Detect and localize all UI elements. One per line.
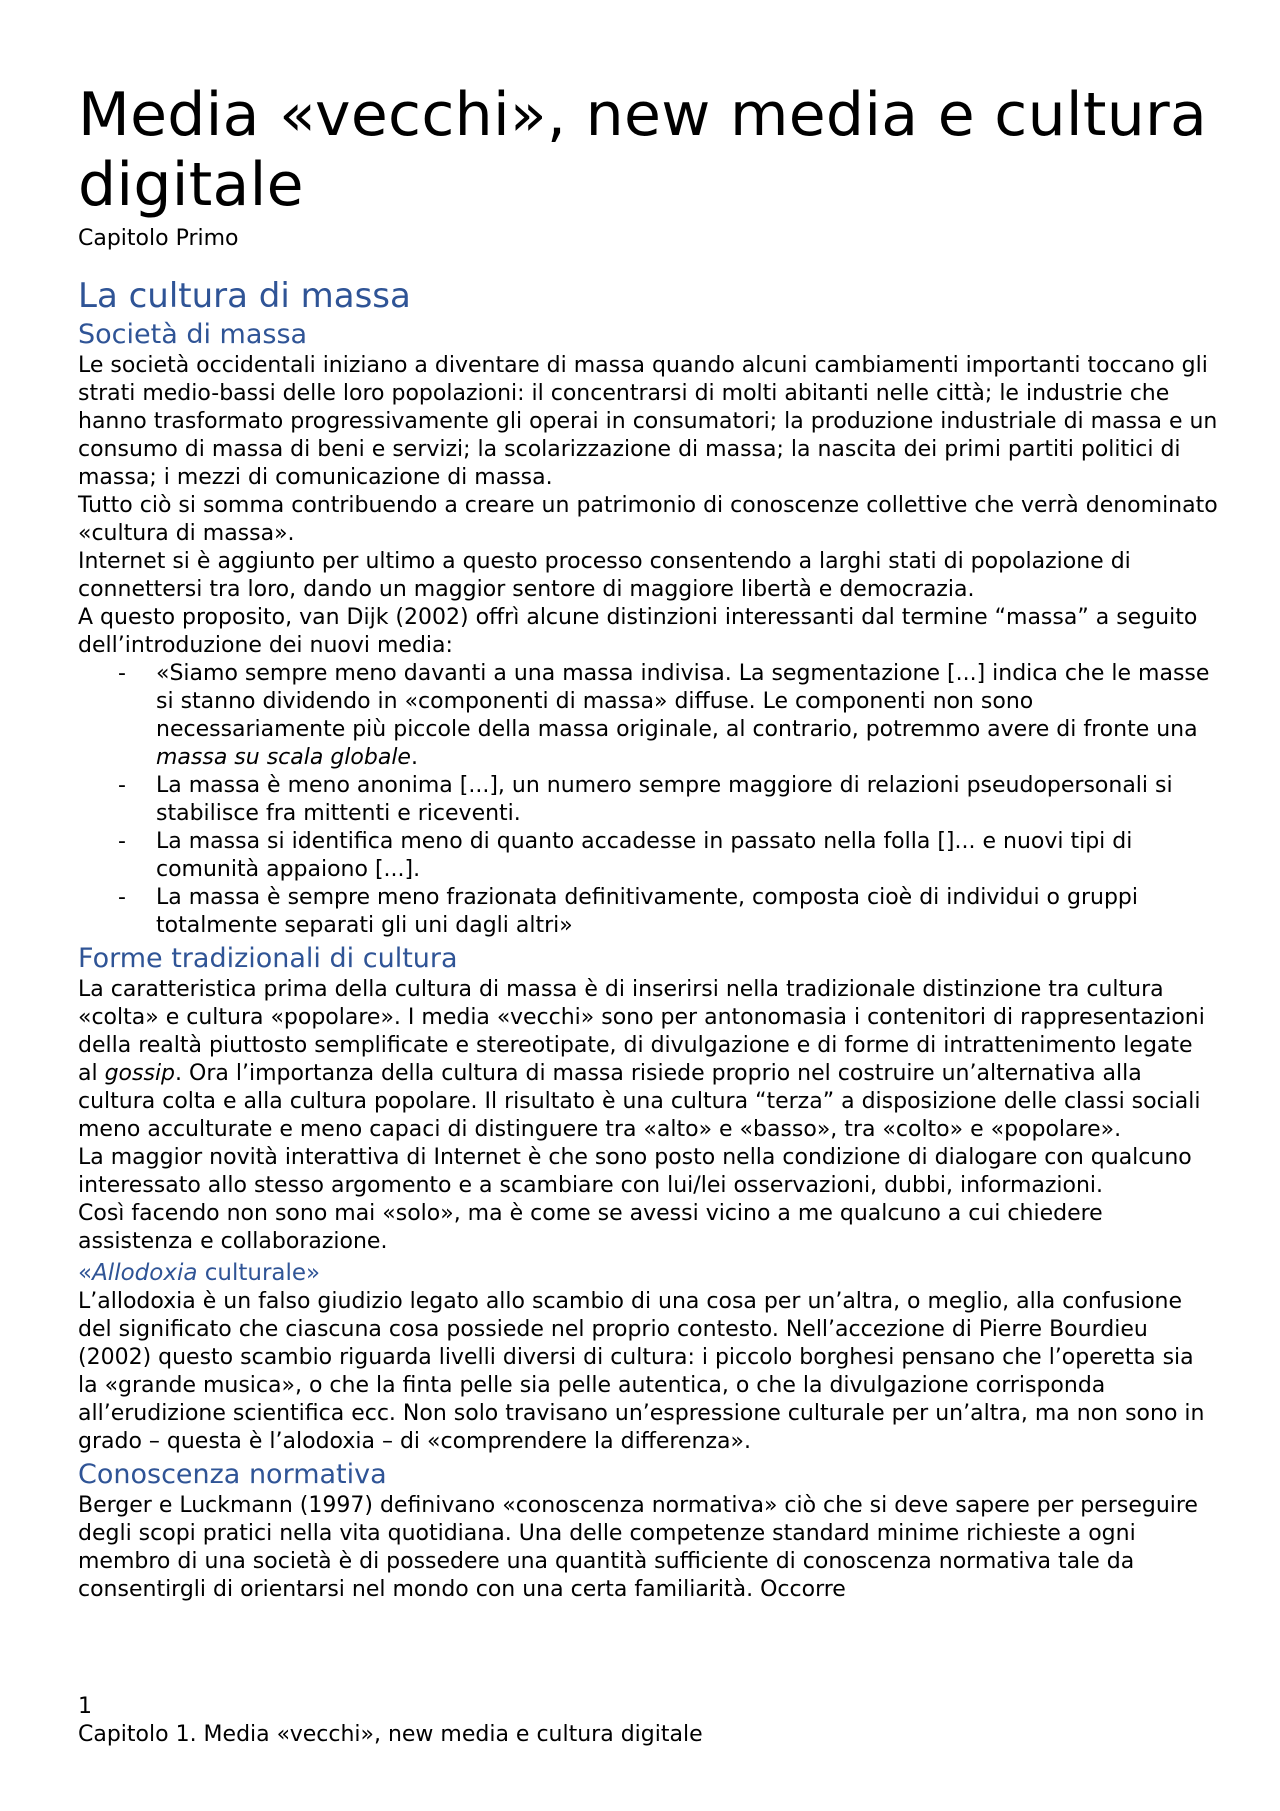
list-item-text: La massa è meno anonima [...], un numero sempre maggiore di relazioni pseudopersonali si stabilisce fra mittenti e riceventi. (156, 773, 1173, 826)
list-item-text: La massa è sempre meno frazionata definitivamente, composta cioè di individui o gruppi totalmente separati gli uni dagli altri» (156, 885, 1139, 938)
list-item (78, 884, 1218, 940)
quote-list (78, 660, 1218, 940)
document-title: Media «vecchi», new media e cultura digitale (78, 80, 1208, 220)
heading-italic: Allodoxia (92, 1260, 198, 1286)
paragraph: Così facendo non sono mai «solo», ma è come se avessi vicino a me qualcuno a cui chiedere assistenza e collaborazione. (78, 1201, 1103, 1254)
list-dash: - (118, 885, 126, 910)
paragraph: A questo proposito, van Dijk (2002) offrì alcune distinzioni interessanti dal termine “massa” a seguito dell’introduzione dei nuovi media: (78, 605, 1198, 658)
list-dash: - (118, 829, 126, 854)
section-heading-cultura-di-massa: La cultura di massa (78, 276, 411, 316)
page-number: 1 (78, 1694, 92, 1719)
list-dash: - (118, 773, 126, 798)
list-dash: - (118, 661, 126, 686)
paragraph: Tutto ciò si somma contribuendo a creare un patrimonio di conoscenze collettive che verrà denominato «cultura di massa». (78, 493, 1218, 546)
list-item-italic: massa su scala globale (156, 745, 411, 770)
list-item (78, 772, 1218, 828)
paragraph: La maggior novità interattiva di Internet è che sono posto nella condizione di dialogare con qualcuno interessato allo stesso argomento e a scambiare con lui/lei osservazioni, dubbi, informazioni. (78, 1145, 1192, 1198)
subsubsection-heading-allodoxia (78, 1258, 1218, 1288)
paragraph-text: La caratteristica prima della cultura di massa è di inserirsi nella tradizionale distinzione tra cultura «colta» e cultura «popolare». I media «vecchi» sono per antonomasia i contenitori di rappresentazioni della realtà piuttosto semplificate e stereotipate, di divulgazione e di forme di intrattenimento legate al (78, 977, 1205, 1086)
paragraph (78, 976, 1218, 1144)
list-item-text: «Siamo sempre meno davanti a una massa indivisa. La segmentazione [...] indica che le masse si stanno dividendo in «componenti di massa» diffuse. Le componenti non sono necessariamente più piccole della massa originale, al contrario, potremmo avere di fronte una (156, 661, 1210, 742)
document-subtitle: Capitolo Primo (78, 226, 239, 251)
heading-rest: culturale» (197, 1260, 321, 1286)
paragraph-italic: gossip (104, 1061, 176, 1086)
list-item-text-end: . (410, 745, 418, 770)
subsection-heading-societa-di-massa: Società di massa (78, 319, 308, 350)
list-item-text: La massa si identifica meno di quanto accadesse in passato nella folla []... e nuovi tipi di comunità appaiono [...]. (156, 829, 1133, 882)
paragraph: Le società occidentali iniziano a diventare di massa quando alcuni cambiamenti importanti toccano gli strati medio-bassi delle loro popolazioni: il concentrarsi di molti abitanti nelle città; le industrie che hanno trasformato progressivamente gli operai in consumatori; la produzione industriale di massa e un consumo di massa di beni e servizi; la scolarizzazione di massa; la nascita dei primi partiti politici di massa; i mezzi di comunicazione di massa. (78, 353, 1218, 490)
subsection-heading-conoscenza-normativa: Conoscenza normativa (78, 1459, 387, 1490)
paragraph: L’allodoxia è un falso giudizio legato allo scambio di una cosa per un’altra, o meglio, alla confusione del significato che ciascuna cosa possiede nel proprio contesto. Nell’accezione di Pierre Bourdieu (2002) questo scambio riguarda livelli diversi di cultura: i piccolo borghesi pensano che l’operetta sia la «grande musica», o che la finta pelle sia pelle autentica, o che la divulgazione corrisponda all’erudizione scientifica ecc. Non solo travisano un’espressione culturale per un’altra, ma non sono in grado – questa è l’alodoxia – di «comprendere la differenza». (78, 1289, 1205, 1454)
list-item (78, 660, 1218, 772)
running-footer: Capitolo 1. Media «vecchi», new media e cultura digitale (78, 1722, 703, 1747)
paragraph-text: . Ora l’importanza della cultura di massa risiede proprio nel costruire un’alternativa alla cultura colta e alla cultura popolare. Il risultato è una cultura “terza” a disposizione delle classi sociali meno acculturate e meno capaci di distinguere tra «alto» e «basso», tra «colto» e «popolare». (78, 1061, 1201, 1142)
paragraph: Internet si è aggiunto per ultimo a questo processo consentendo a larghi stati di popolazione di connettersi tra loro, dando un maggior sentore di maggiore libertà e democrazia. (78, 549, 1131, 602)
list-item (78, 828, 1218, 884)
subsection-heading-forme-tradizionali: Forme tradizionali di cultura (78, 943, 458, 974)
document-page (78, 80, 1218, 1604)
paragraph: Berger e Luckmann (1997) definivano «conoscenza normativa» ciò che si deve sapere per perseguire degli scopi pratici nella vita quotidiana. Una delle competenze standard minime richieste a ogni membro di una società è di possedere una quantità sufficiente di conoscenza normativa tale da consentirgli di orientarsi nel mondo con una certa familiarità. Occorre (78, 1493, 1198, 1602)
heading-open-quote: « (78, 1260, 93, 1286)
